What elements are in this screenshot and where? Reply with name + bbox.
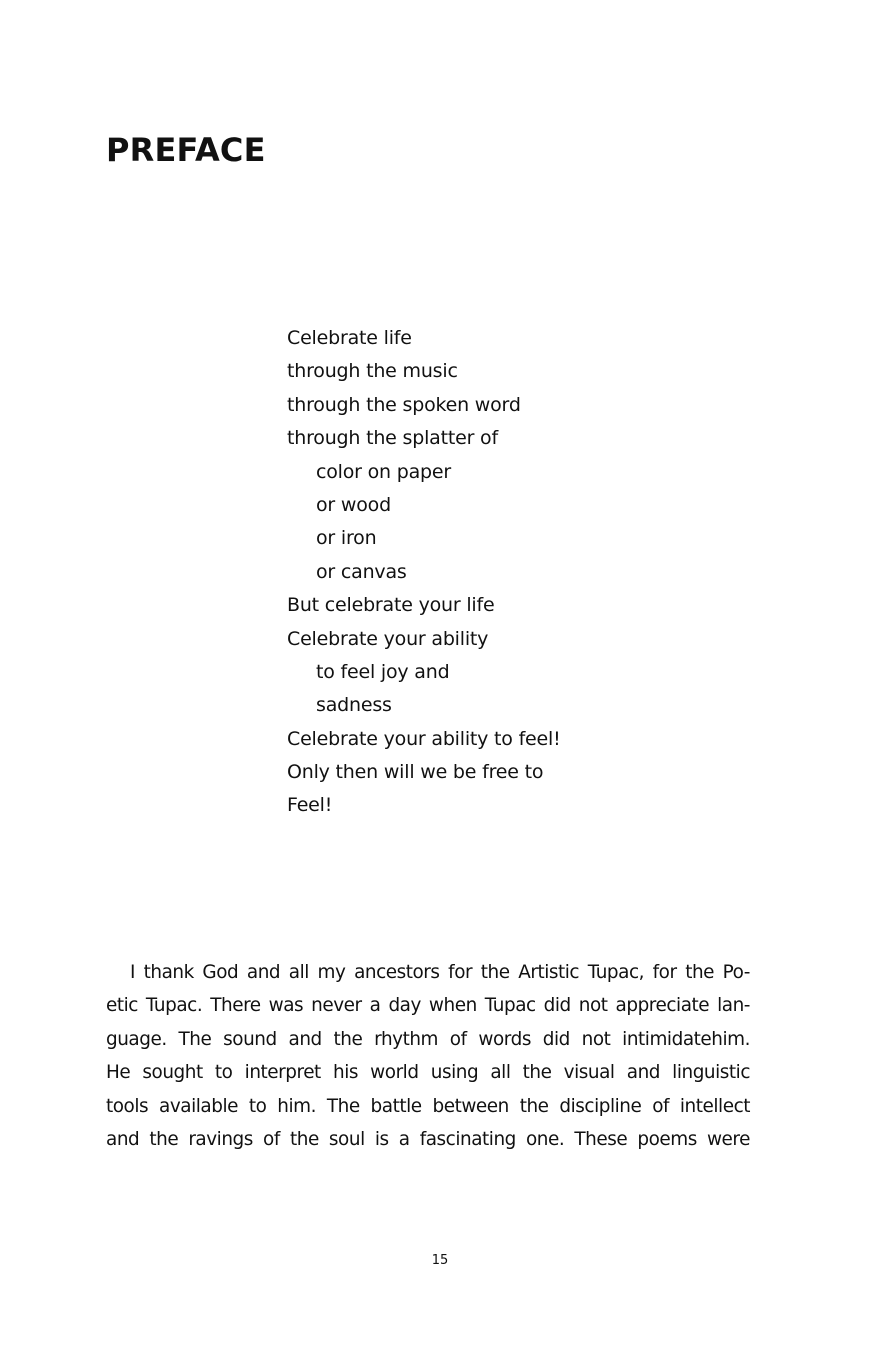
paragraph-line: and the ravings of the soul is a fascinating one. These poems were bbox=[106, 1128, 750, 1150]
poem-line: to feel joy and bbox=[316, 660, 450, 683]
paragraph-line: tools available to him. The battle between the discipline of intellect bbox=[106, 1095, 750, 1117]
poem-line: Celebrate life bbox=[287, 327, 412, 349]
page-number: 15 bbox=[431, 1253, 449, 1268]
poem-line: color on paper bbox=[316, 460, 451, 483]
poem-line: But celebrate your life bbox=[287, 594, 495, 617]
poem-line: sadness bbox=[316, 694, 392, 717]
poem-line: Celebrate your ability to feel! bbox=[287, 727, 561, 750]
paragraph-line: He sought to interpret his world using all the visual and linguistic bbox=[106, 1062, 750, 1084]
preface-paragraph bbox=[106, 956, 750, 1156]
poem-line: or iron bbox=[316, 527, 377, 550]
poem bbox=[287, 322, 561, 823]
poem-line: through the music bbox=[287, 360, 458, 383]
poem-line: through the spoken word bbox=[287, 393, 521, 416]
poem-line: Celebrate your ability bbox=[287, 627, 489, 650]
paragraph-line: etic Tupac. There was never a day when Tupac did not appreciate lan- bbox=[106, 995, 750, 1017]
poem-line: Feel! bbox=[287, 794, 333, 817]
poem-line: or wood bbox=[316, 493, 391, 516]
poem-line: Only then will we be free to bbox=[287, 761, 544, 784]
paragraph-line: guage. The sound and the rhythm of words did not intimidatehim. bbox=[106, 1028, 750, 1050]
paragraph-line: I thank God and all my ancestors for the Artistic Tupac, for the Po- bbox=[130, 962, 750, 983]
poem-line: or canvas bbox=[316, 560, 407, 583]
chapter-title: PREFACE bbox=[106, 131, 266, 169]
poem-line: through the splatter of bbox=[287, 427, 498, 450]
